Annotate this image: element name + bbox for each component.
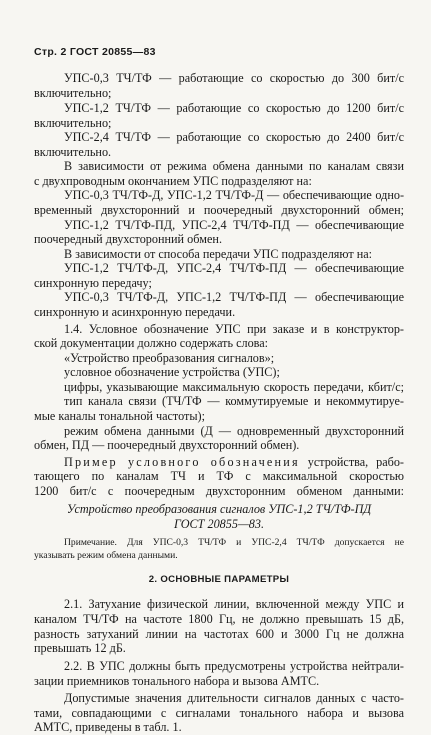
text-line: УПС-2,4 ТЧ/ТФ — работающие со скоростью до 2400 бит/с (64, 130, 404, 144)
text-line: каналом ТЧ/ТФ на частоте 1800 Гц, не должно превышать 15 дБ, (34, 612, 404, 626)
text-line: временный двухсторонний и поочередный двухсторонний обмен; (34, 203, 404, 217)
note-line: указывать режим обмена данными. (34, 550, 178, 561)
note-line: Примечание. Для УПС-0,3 ТЧ/ТФ и УПС-2,4 ТЧ/ТФ допускается не (64, 537, 404, 548)
text-line: ГОСТ 20855—83. (173, 517, 265, 531)
text-line: включительно; (34, 116, 112, 130)
text-line: синхронную передачу; (34, 276, 152, 290)
text-line: В зависимости от режима обмена данными по каналам связи (64, 159, 404, 173)
text-line: зации приемников тонального набора и вызова АМТС. (34, 674, 320, 688)
text-line: УПС-0,3 ТЧ/ТФ-Д, УПС-1,2 ТЧ/ТФ-Д — обеспечивающие одно- (64, 188, 404, 202)
text-line: мые каналы тональной частоты); (34, 409, 205, 423)
text-line: обмен, ПД — поочередный двухсторонний обмен). (34, 438, 300, 452)
text-line: 1200 бит/с с поочередным двухсторонним обменом данными: (34, 484, 404, 498)
text-line: «Устройство преобразования сигналов»; (64, 351, 275, 365)
text-line: включительно; (34, 86, 112, 100)
text-line: синхронную и асинхронную передачи. (34, 305, 236, 319)
text-line: УПС-0,3 ТЧ/ТФ — работающие со скоростью до 300 бит/с (64, 71, 404, 85)
text-line: Пример условного обозначения устройства, рабо- (64, 455, 404, 469)
text-line: цифры, указывающие максимальную скорость передачи, кбит/с; (64, 380, 404, 394)
text-line: АМТС, приведены в табл. 1. (34, 720, 182, 734)
text-line: 1.4. Условное обозначение УПС при заказе и в конструктор- (64, 322, 404, 336)
text-line: Устройство преобразования сигналов УПС-1,2 ТЧ/ТФ-ПД (66, 502, 372, 516)
page-header: Стр. 2 ГОСТ 20855—83 (34, 46, 156, 58)
text-line: режим обмена данными (Д — одновременный двухсторонний (64, 424, 404, 438)
text-line: ской документации должно содержать слова: (34, 336, 269, 350)
text-line: включительно. (34, 145, 112, 159)
text-line: поочередный двухсторонний обмен. (34, 232, 222, 246)
text-line: Допустимые значения длительности сигналов данных с часто- (64, 691, 404, 705)
text-line: УПС-0,3 ТЧ/ТФ-Д, УПС-1,2 ТЧ/ТФ-ПД — обеспечивающие (64, 290, 404, 304)
text-line: разность затуханий линии на частотах 600 и 3000 Гц не должна (34, 627, 404, 641)
text-line: тающего по каналам ТЧ и ТФ с максимальной скоростью (34, 469, 404, 483)
text-line: тип канала связи (ТЧ/ТФ — коммутируемые и некоммутируе- (64, 394, 404, 408)
text-line: тами, совпадающими с сигналами тонального набора и вызова (34, 706, 404, 720)
section-heading: 2. ОСНОВНЫЕ ПАРАМЕТРЫ (148, 574, 290, 585)
text-line: 2.2. В УПС должны быть предусмотрены устройства нейтрали- (64, 659, 404, 673)
text-line: В зависимости от способа передачи УПС подразделяют на: (64, 247, 373, 261)
text-line: 2.1. Затухание физической линии, включенной между УПС и (64, 597, 404, 611)
text-line: превышать 12 дБ. (34, 641, 126, 655)
text-line: УПС-1,2 ТЧ/ТФ-Д, УПС-2,4 ТЧ/ТФ-ПД — обеспечивающие (64, 261, 404, 275)
text-line: с двухпроводным окончанием УПС подразделяют на: (34, 174, 312, 188)
text-line: условное обозначение устройства (УПС); (64, 365, 280, 379)
text-line: УПС-1,2 ТЧ/ТФ-ПД, УПС-2,4 ТЧ/ТФ-ПД — обеспечивающие (64, 218, 404, 232)
text-line: УПС-1,2 ТЧ/ТФ — работающие со скоростью до 1200 бит/с (64, 101, 404, 115)
